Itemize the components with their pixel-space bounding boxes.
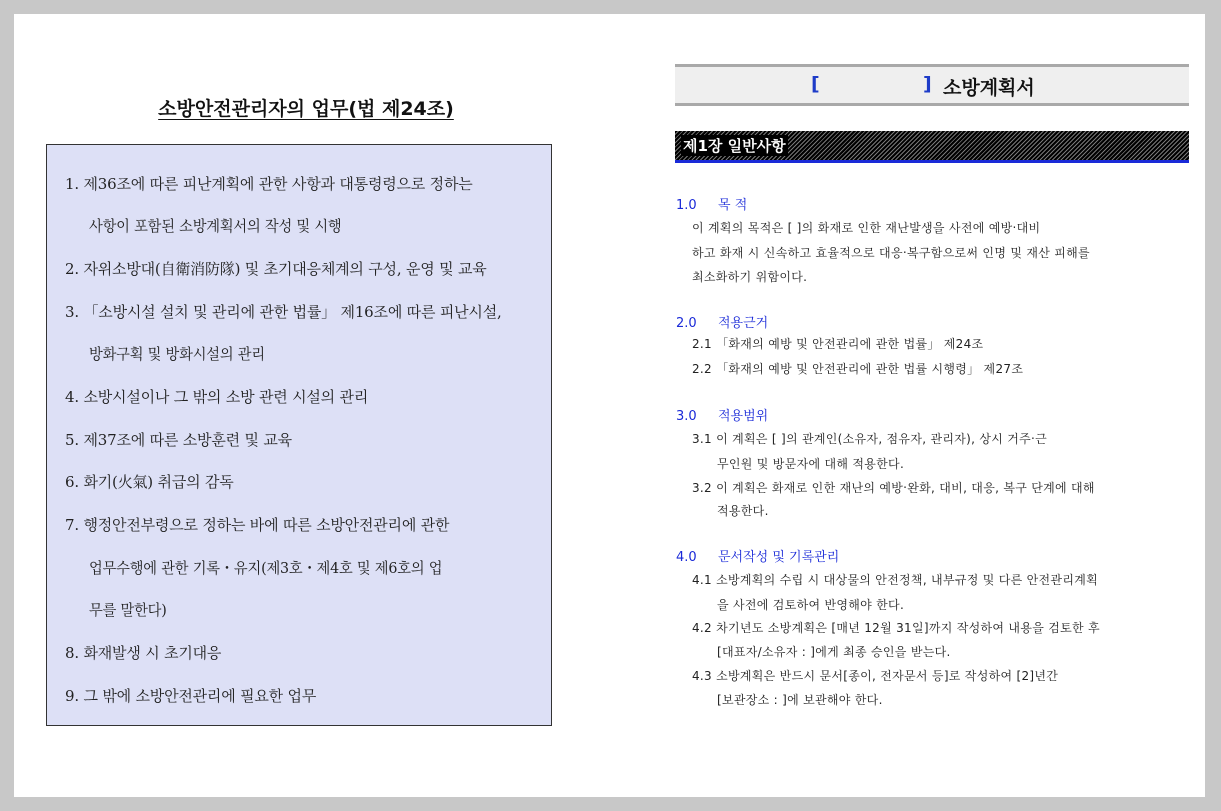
duty-item-7-cont: 업무수행에 관한 기록・유지(제3호・제4호 및 제6호의 업 [89, 559, 443, 577]
section-2-text-2: 2.2 「화재의 예방 및 안전관리에 관한 법률 시행령」 제27조 [692, 362, 1024, 376]
duty-item-1: 1. 제36조에 따른 피난계획에 관한 사항과 대통령령으로 정하는 [65, 175, 473, 193]
section-1-heading [676, 194, 747, 213]
duty-item-2: 2. 자위소방대(自衛消防隊) 및 초기대응체계의 구성, 운영 및 교육 [65, 260, 487, 278]
section-4-number: 4.0 [676, 550, 697, 565]
duty-item-5: 5. 제37조에 따른 소방훈련 및 교육 [65, 431, 292, 449]
section-1-text-3: 최소화하기 위함이다. [692, 270, 808, 284]
section-2-number: 2.0 [676, 316, 697, 331]
header-bracket-close: ] [923, 73, 932, 95]
section-4-text-1: 4.1 소방계획의 수립 시 대상물의 안전정책, 내부규정 및 다른 안전관리계획 [692, 573, 1098, 587]
plan-title: 소방계획서 [943, 77, 1035, 99]
duty-item-7-cont2: 무를 말한다) [89, 601, 167, 619]
section-4-text-5: 4.3 소방계획은 반드시 문서[종이, 전자문서 등]로 작성하여 [2]년간 [692, 669, 1059, 683]
chapter-title: 제1장 일반사항 [683, 137, 786, 155]
section-3-text-4: 적용한다. [717, 504, 769, 518]
duties-title: 소방안전관리자의 업무(법 제24조) [158, 98, 454, 120]
section-4-text-6: [보관장소 : ]에 보관해야 한다. [717, 693, 883, 707]
section-2-heading [676, 312, 768, 331]
duty-item-8: 8. 화재발생 시 초기대응 [65, 644, 222, 662]
section-3-number: 3.0 [676, 409, 697, 424]
section-4-heading [676, 546, 839, 565]
chapter-bar [675, 131, 1189, 163]
header-bracket-open: [ [811, 73, 820, 95]
duty-item-9: 9. 그 밖에 소방안전관리에 필요한 업무 [65, 687, 317, 705]
duty-item-1-cont: 사항이 포함된 소방계획서의 작성 및 시행 [89, 217, 342, 235]
section-4-title: 문서작성 및 기록관리 [718, 550, 840, 565]
section-1-text-2: 하고 화재 시 신속하고 효율적으로 대응‧복구함으로써 인명 및 재산 피해를 [692, 246, 1090, 260]
section-2-text-1: 2.1 「화재의 예방 및 안전관리에 관한 법률」 제24조 [692, 337, 984, 351]
section-4-text-3: 4.2 차기년도 소방계획은 [매년 12월 31일]까지 작성하여 내용을 검토한 후 [692, 621, 1100, 635]
duty-item-7: 7. 행정안전부령으로 정하는 바에 따른 소방안전관리에 관한 [65, 516, 450, 534]
section-1-number: 1.0 [676, 198, 697, 213]
duty-item-3: 3. 「소방시설 설치 및 관리에 관한 법률」 제16조에 따른 피난시설, [65, 303, 502, 321]
duty-item-3-cont: 방화구획 및 방화시설의 관리 [89, 345, 265, 363]
duties-box [46, 144, 552, 726]
duty-item-6: 6. 화기(火氣) 취급의 감독 [65, 473, 234, 491]
section-4-text-2: 을 사전에 검토하여 반영해야 한다. [717, 598, 905, 612]
section-1-text-1: 이 계획의 목적은 [ ]의 화재로 인한 재난발생을 사전에 예방‧대비 [692, 221, 1041, 235]
document-page [14, 14, 1205, 797]
section-3-title: 적용범위 [718, 409, 769, 424]
section-3-text-3: 3.2 이 계획은 화재로 인한 재난의 예방‧완화, 대비, 대응, 복구 단계에 대해 [692, 481, 1095, 495]
section-3-text-1: 3.1 이 계획은 [ ]의 관계인(소유자, 점유자, 관리자), 상시 거주‧근 [692, 432, 1048, 446]
section-1-title: 목 적 [718, 198, 748, 213]
plan-header [675, 64, 1189, 106]
section-2-title: 적용근거 [718, 316, 769, 331]
section-3-text-2: 무인원 및 방문자에 대해 적용한다. [717, 457, 905, 471]
section-3-heading [676, 405, 768, 424]
duty-item-4: 4. 소방시설이나 그 밖의 소방 관련 시설의 관리 [65, 388, 369, 406]
section-4-text-4: [대표자/소유자 : ]에게 최종 승인을 받는다. [717, 645, 951, 659]
